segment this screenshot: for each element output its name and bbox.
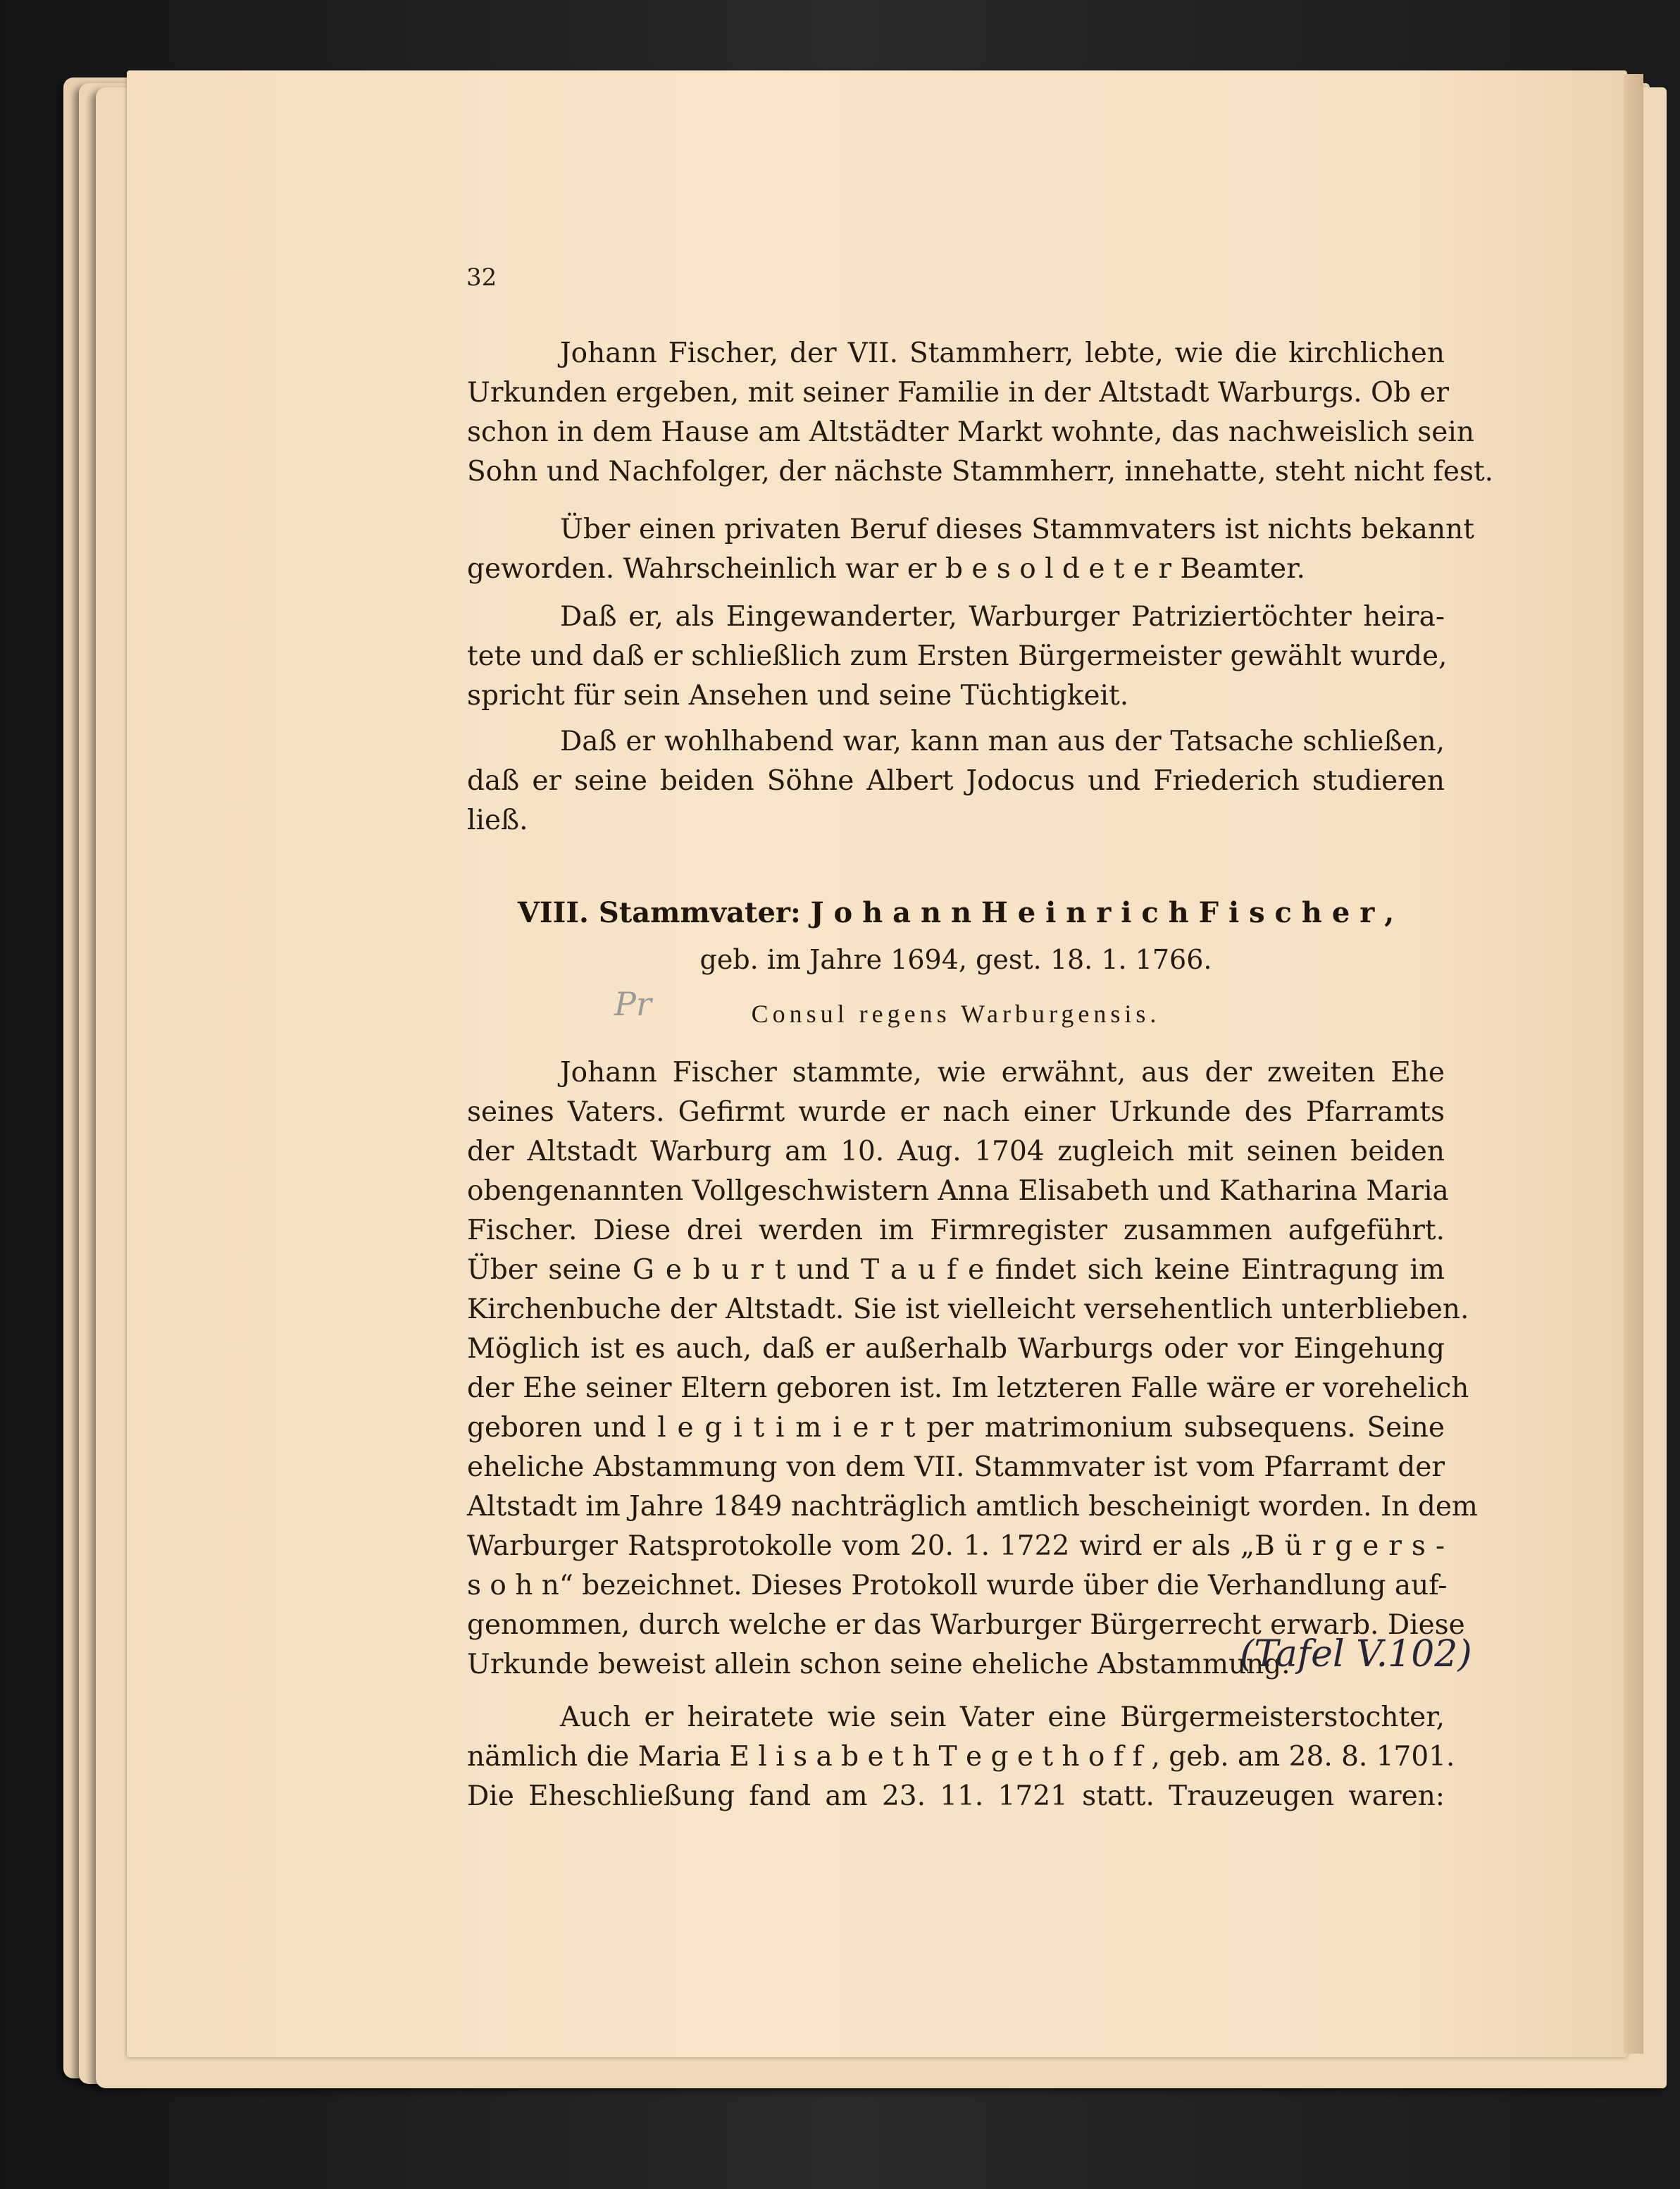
text-line: schon in dem Hause am Altstädter Markt wohnte, das nachweislich sein: [467, 416, 1474, 448]
text-line: Urkunde beweist allein schon seine eheliche Abstammung.: [467, 1649, 1290, 1680]
handwritten-reference-note: (Tafel V.102): [1240, 1633, 1472, 1675]
text-line: geworden. Wahrscheinlich war er b e s o l d e t e r Beamter.: [467, 553, 1305, 585]
text-line: Sohn und Nachfolger, der nächste Stammherr, innehatte, steht nicht fest.: [467, 456, 1494, 488]
section-dates: geb. im Jahre 1694, gest. 18. 1. 1766.: [699, 944, 1212, 975]
text-line: der Ehe seiner Eltern geboren ist. Im letzteren Falle wäre er vorehelich: [467, 1372, 1469, 1404]
text-line: Kirchenbuche der Altstadt. Sie ist vielleicht versehentlich unterblieben.: [467, 1294, 1469, 1325]
margin-pencil-annotation: Pr: [614, 985, 652, 1023]
section-latin-title: Consul regens Warburgensis.: [751, 1000, 1161, 1028]
text-line: seines Vaters. Gefirmt wurde er nach einer Urkunde des Pfarramts: [467, 1096, 1445, 1128]
text-line: Warburger Ratsprotokolle vom 20. 1. 1722 wird er als „B ü r g e r s -: [467, 1530, 1445, 1562]
text-line: der Altstadt Warburg am 10. Aug. 1704 zugleich mit seinen beiden: [467, 1136, 1445, 1167]
text-line: spricht für sein Ansehen und seine Tüchtigkeit.: [467, 680, 1129, 712]
text-line: Johann Fischer, der VII. Stammherr, lebte, wie die kirchlichen: [560, 337, 1445, 369]
text-line: Johann Fischer stammte, wie erwähnt, aus der zweiten Ehe: [560, 1057, 1445, 1089]
text-line: s o h n“ bezeichnet. Dieses Protokoll wurde über die Verhandlung auf-: [467, 1570, 1448, 1601]
page-right-edge: [1624, 74, 1643, 2054]
text-line: nämlich die Maria E l i s a b e t h T e g e t h o f f , geb. am 28. 8. 1701.: [467, 1741, 1455, 1773]
text-line: Daß er, als Eingewanderter, Warburger Patriziertöchter heira-: [560, 601, 1445, 633]
section-heading: VIII. Stammvater: J o h a n n H e i n r i c h F i s c h e r ,: [517, 896, 1395, 929]
text-line: Möglich ist es auch, daß er außerhalb Warburgs oder vor Eingehung: [467, 1333, 1445, 1365]
text-line: Daß er wohlhabend war, kann man aus der Tatsache schließen,: [560, 726, 1445, 757]
text-line: Über einen privaten Beruf dieses Stammvaters ist nichts bekannt: [560, 514, 1474, 545]
text-line: Über seine G e b u r t und T a u f e findet sich keine Eintragung im: [467, 1254, 1445, 1286]
text-line: Auch er heiratete wie sein Vater eine Bürgermeisterstochter,: [560, 1701, 1445, 1733]
text-line: Fischer. Diese drei werden im Firmregister zusammen aufgeführt.: [467, 1215, 1445, 1246]
text-line: tete und daß er schließlich zum Ersten Bürgermeister gewählt wurde,: [467, 640, 1448, 672]
text-line: Altstadt im Jahre 1849 nachträglich amtlich bescheinigt worden. In dem: [467, 1491, 1478, 1523]
text-line: Die Eheschließung fand am 23. 11. 1721 statt. Trauzeugen waren:: [467, 1780, 1445, 1812]
text-line: genommen, durch welche er das Warburger Bürgerrecht erwarb. Diese: [467, 1609, 1465, 1641]
text-line: ließ.: [467, 805, 528, 836]
text-line: eheliche Abstammung von dem VII. Stammvater ist vom Pfarramt der: [467, 1451, 1445, 1483]
page-number: 32: [466, 263, 497, 292]
text-line: daß er seine beiden Söhne Albert Jodocus und Friederich studieren: [467, 765, 1445, 797]
text-line: geboren und l e g i t i m i e r t per matrimonium subsequens. Seine: [467, 1412, 1445, 1444]
text-line: obengenannten Vollgeschwistern Anna Elisabeth und Katharina Maria: [467, 1175, 1449, 1207]
text-line: Urkunden ergeben, mit seiner Familie in der Altstadt Warburgs. Ob er: [467, 377, 1450, 409]
